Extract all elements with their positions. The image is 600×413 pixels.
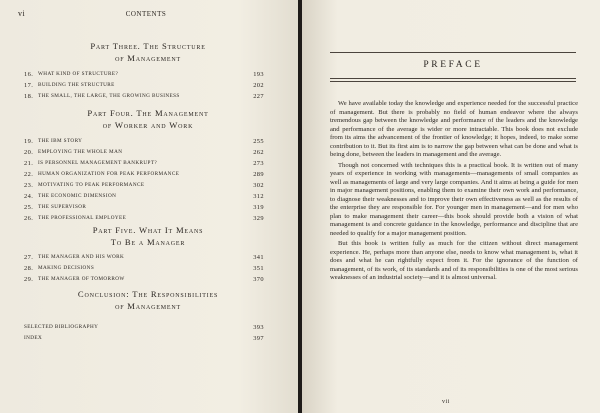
chapter-number: 25. (24, 204, 34, 211)
conclusion-heading (20, 288, 276, 312)
chapter-page: 370 (253, 276, 264, 283)
heading-rule-bottom (330, 78, 576, 79)
preface-body (330, 100, 578, 283)
chapter-page: 255 (253, 138, 264, 145)
back-matter-title: SELECTED BIBLIOGRAPHY (24, 324, 99, 330)
chapter-number: 29. (24, 276, 34, 283)
toc-entry[interactable] (24, 91, 264, 102)
conclusion-heading-line: Conclusion: The Responsibilities (77, 289, 219, 299)
part-four-heading (20, 107, 276, 131)
page-number: vi (18, 9, 26, 18)
chapter-number: 21. (24, 160, 34, 167)
left-page (0, 0, 298, 413)
conclusion-heading-line: of Management (115, 301, 181, 311)
part-four-chapters (24, 136, 264, 224)
chapter-title: IS PERSONNEL MANAGEMENT BANKRUPT? (38, 160, 158, 166)
chapter-number: 28. (24, 265, 34, 272)
back-matter (24, 322, 264, 344)
chapter-page: 329 (253, 215, 264, 222)
chapter-page: 289 (253, 171, 264, 178)
preface-paragraph: We have available today the knowledge and experience needed for the successful practice of management. But there is probably no field of human endeavor where the always tremendous gap between the knowledge and performance of the leaders and the knowledge and performance of the average is wider or more intractable. This book does not exclude from its aims the advancement of the frontier of knowledge; it hopes, indeed, to make some contribution to it. But its first aim is to narrow the gap between what can be done and what is being done, between the leaders in management and the average. (330, 100, 578, 158)
chapter-number: 17. (24, 82, 34, 89)
chapter-number: 16. (24, 71, 34, 78)
chapter-title: HUMAN ORGANIZATION FOR PEAK PERFORMANCE (38, 171, 180, 177)
chapter-title: THE MANAGER OF TOMORROW (38, 276, 125, 282)
back-matter-title: INDEX (24, 335, 43, 341)
part-heading-line: of Worker and Work (102, 120, 194, 130)
toc-entry[interactable] (24, 169, 264, 180)
part-heading-line: Part Four. The Management (87, 108, 209, 118)
chapter-title: THE SMALL, THE LARGE, THE GROWING BUSINESS (38, 93, 180, 99)
chapter-number: 20. (24, 149, 34, 156)
preface-paragraph: Though not concerned with techniques this is a practical book. It is written out of many years of experience in working with managements—managements of small companies as well as managements of large and very large companies. And it aims at being a guide for men in major management positions, enabling them to examine their own work and performance, to diagnose their weaknesses and to improve their own effectiveness as well as the results of the enterprise they are responsible for. For younger men in management—and for men who plan to make management their career—this book should provide both a vision of what management is and concrete guidance in the knowledge, performance and discipline that are needed to qualify for a major management position. (330, 161, 578, 237)
toc-entry[interactable] (24, 158, 264, 169)
chapter-number: 23. (24, 182, 34, 189)
part-heading-line: To Be a Manager (110, 237, 186, 247)
chapter-page: 227 (253, 93, 264, 100)
chapter-title: MOTIVATING TO PEAK PERFORMANCE (38, 182, 145, 188)
chapter-page: 193 (253, 71, 264, 78)
chapter-page: 302 (253, 182, 264, 189)
toc-entry[interactable] (24, 69, 264, 80)
chapter-page: 262 (253, 149, 264, 156)
heading-rule-top (330, 52, 576, 53)
toc-entry[interactable] (24, 202, 264, 213)
chapter-page: 319 (253, 204, 264, 211)
chapter-title: THE IBM STORY (38, 138, 83, 144)
part-five-chapters (24, 252, 264, 285)
page-folio: vii (442, 399, 450, 405)
chapter-title: EMPLOYING THE WHOLE MAN (38, 149, 123, 155)
chapter-page: 312 (253, 193, 264, 200)
toc-entry[interactable] (24, 252, 264, 263)
toc-entry[interactable] (24, 147, 264, 158)
chapter-title: THE ECONOMIC DIMENSION (38, 193, 117, 199)
chapter-page: 341 (253, 254, 264, 261)
toc-entry[interactable] (24, 263, 264, 274)
toc-entry[interactable] (24, 213, 264, 224)
chapter-title: BUILDING THE STRUCTURE (38, 82, 115, 88)
toc-entry[interactable] (24, 136, 264, 147)
toc-entry[interactable] (24, 333, 264, 344)
chapter-title: WHAT KIND OF STRUCTURE? (38, 71, 119, 77)
part-three-heading (20, 40, 276, 64)
chapter-number: 27. (24, 254, 34, 261)
heading-rule-bottom-2 (330, 81, 576, 82)
chapter-page: 273 (253, 160, 264, 167)
chapter-number: 24. (24, 193, 34, 200)
part-five-heading (20, 224, 276, 248)
toc-entry[interactable] (24, 274, 264, 285)
part-heading-line: Part Three. The Structure (90, 41, 206, 51)
back-matter-page: 397 (253, 335, 264, 342)
preface-heading: PREFACE (423, 60, 483, 70)
running-head-title: CONTENTS (125, 10, 167, 18)
chapter-title: MAKING DECISIONS (38, 265, 95, 271)
back-matter-page: 393 (253, 324, 264, 331)
toc-entry[interactable] (24, 80, 264, 91)
toc-entry[interactable] (24, 191, 264, 202)
preface-paragraph: But this book is written fully as much for the citizen without direct management experience. He, perhaps more than anyone else, needs to know what management is, what it does and what he can rightfully expect from it. For the ignorance of the function of management, of its work, of its standards and of its responsibilities is one of the most serious weaknesses of an industrial society—and it is almost universal. (330, 240, 578, 281)
toc-entry[interactable] (24, 180, 264, 191)
chapter-page: 202 (253, 82, 264, 89)
part-three-chapters (24, 69, 264, 102)
chapter-number: 19. (24, 138, 34, 145)
chapter-title: THE MANAGER AND HIS WORK (38, 254, 125, 260)
part-heading-line: Part Five. What It Means (92, 225, 204, 235)
chapter-number: 22. (24, 171, 34, 178)
chapter-number: 26. (24, 215, 34, 222)
chapter-number: 18. (24, 93, 34, 100)
part-heading-line: of Management (115, 53, 181, 63)
chapter-title: THE PROFESSIONAL EMPLOYEE (38, 215, 127, 221)
toc-entry[interactable] (24, 322, 264, 333)
chapter-title: THE SUPERVISOR (38, 204, 87, 210)
right-page (302, 0, 600, 413)
chapter-page: 351 (253, 265, 264, 272)
